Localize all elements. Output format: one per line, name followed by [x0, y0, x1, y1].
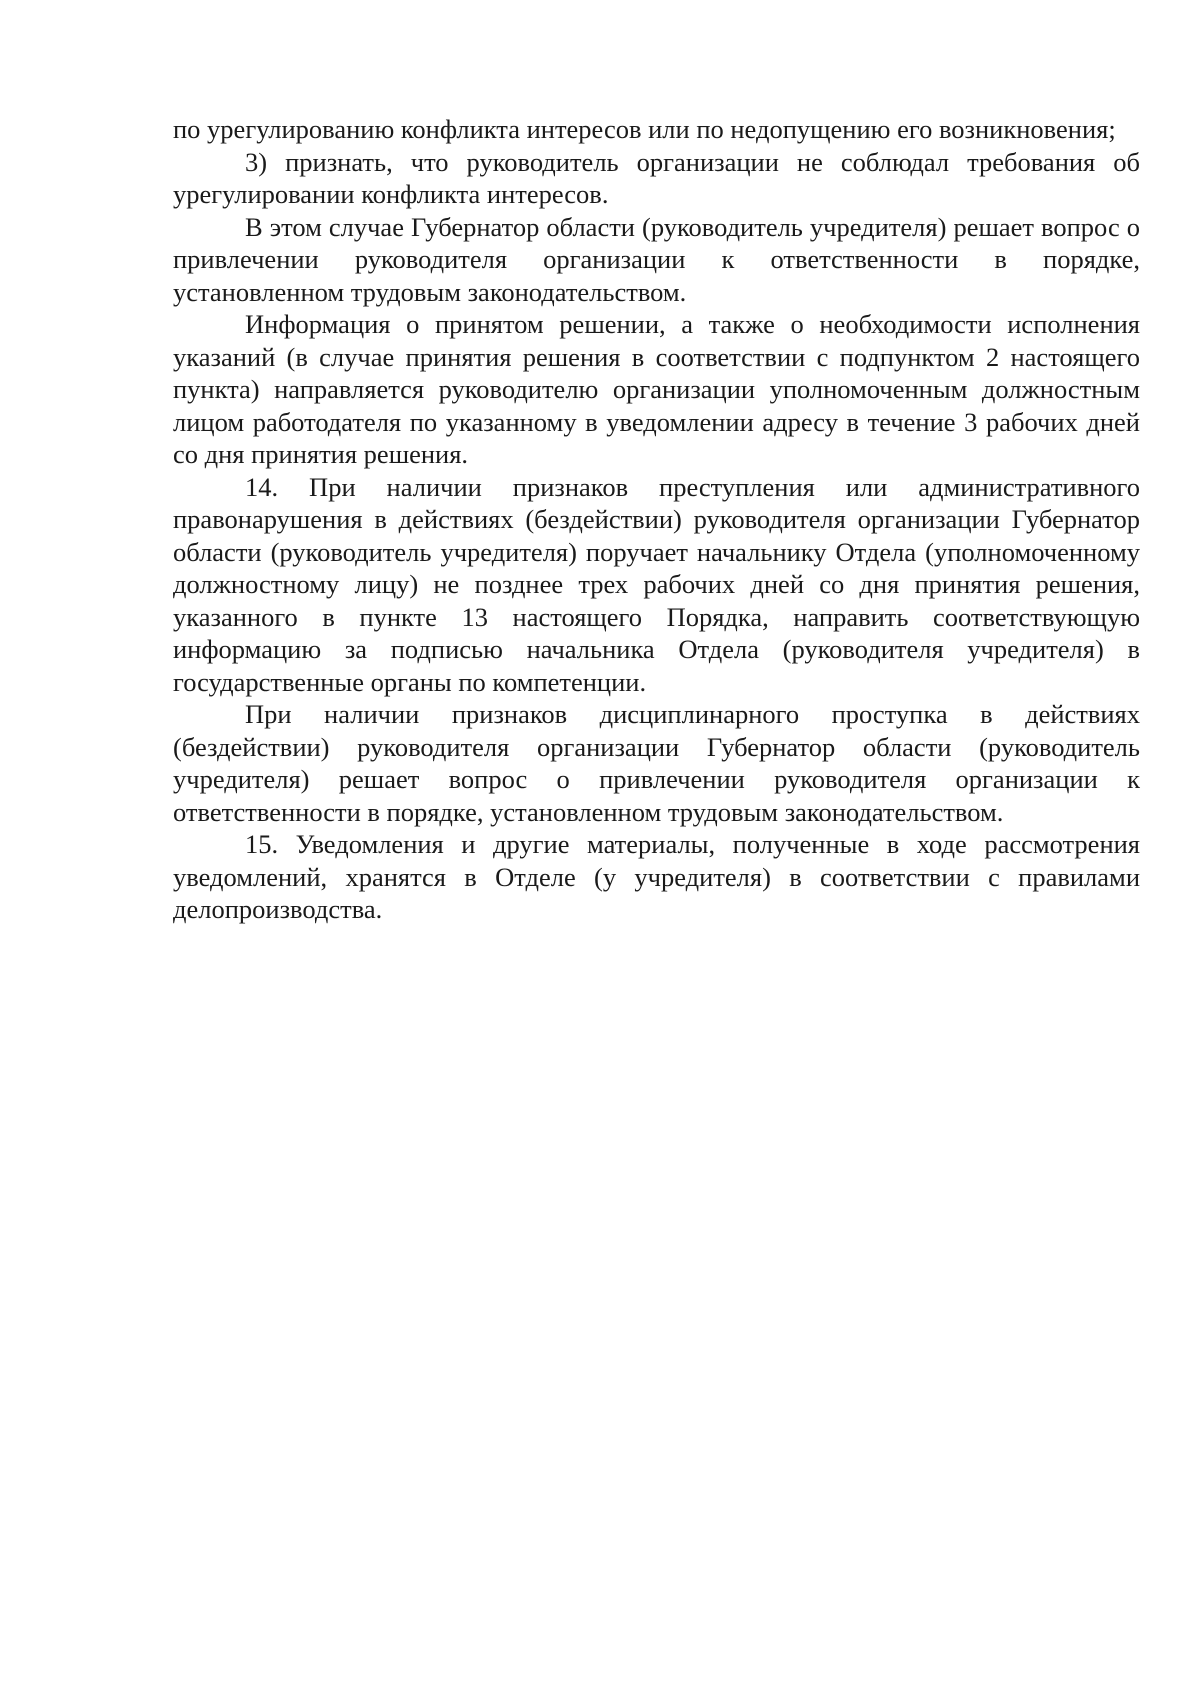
paragraph-decision-information: Информация о принятом решении, а также о необходимости исполнения указаний (в случае принятия решения в соответствии с подпунктом 2 настоящего пункта) направляется руководителю организации уполномоченным должностным лицом работодателя по указанному в уведомлении адресу в течение 3 рабочих дней со дня принятия решения.: [173, 309, 1140, 469]
paragraph-continuation: по урегулированию конфликта интересов или по недопущению его возникновения;: [173, 114, 1116, 144]
paragraph-governor-decision: В этом случае Губернатор области (руководитель учредителя) решает вопрос о привлечении руководителя организации к ответственности в порядке, установленном трудовым законодательством.: [173, 211, 1140, 307]
paragraph-item-14: 14. При наличии признаков преступления или административного правонарушения в действиях (бездействии) руководителя организации Губернатор области (руководитель учредителя) поручает начальнику Отдела (уполномоченному должностному лицу) не позднее трех рабочих дней со дня принятия решения, указанного в пункте 13 настоящего Порядка, направить соответствующую информацию за подписью начальника Отдела (руководителя учредителя) в государственные органы по компетенции.: [173, 471, 1140, 697]
document-body: [173, 113, 1140, 926]
paragraph-subitem-3: 3) признать, что руководитель организации не соблюдал требования об урегулировании конфликта интересов.: [173, 146, 1140, 209]
paragraph-disciplinary-offense: При наличии признаков дисциплинарного проступка в действиях (бездействии) руководителя организации Губернатор области (руководитель учредителя) решает вопрос о привлечении руководителя организации к ответственности в порядке, установленном трудовым законодательством.: [173, 699, 1140, 827]
paragraph-item-15: 15. Уведомления и другие материалы, полученные в ходе рассмотрения уведомлений, хранятся в Отделе (у учредителя) в соответствии с правилами делопроизводства.: [173, 829, 1140, 924]
